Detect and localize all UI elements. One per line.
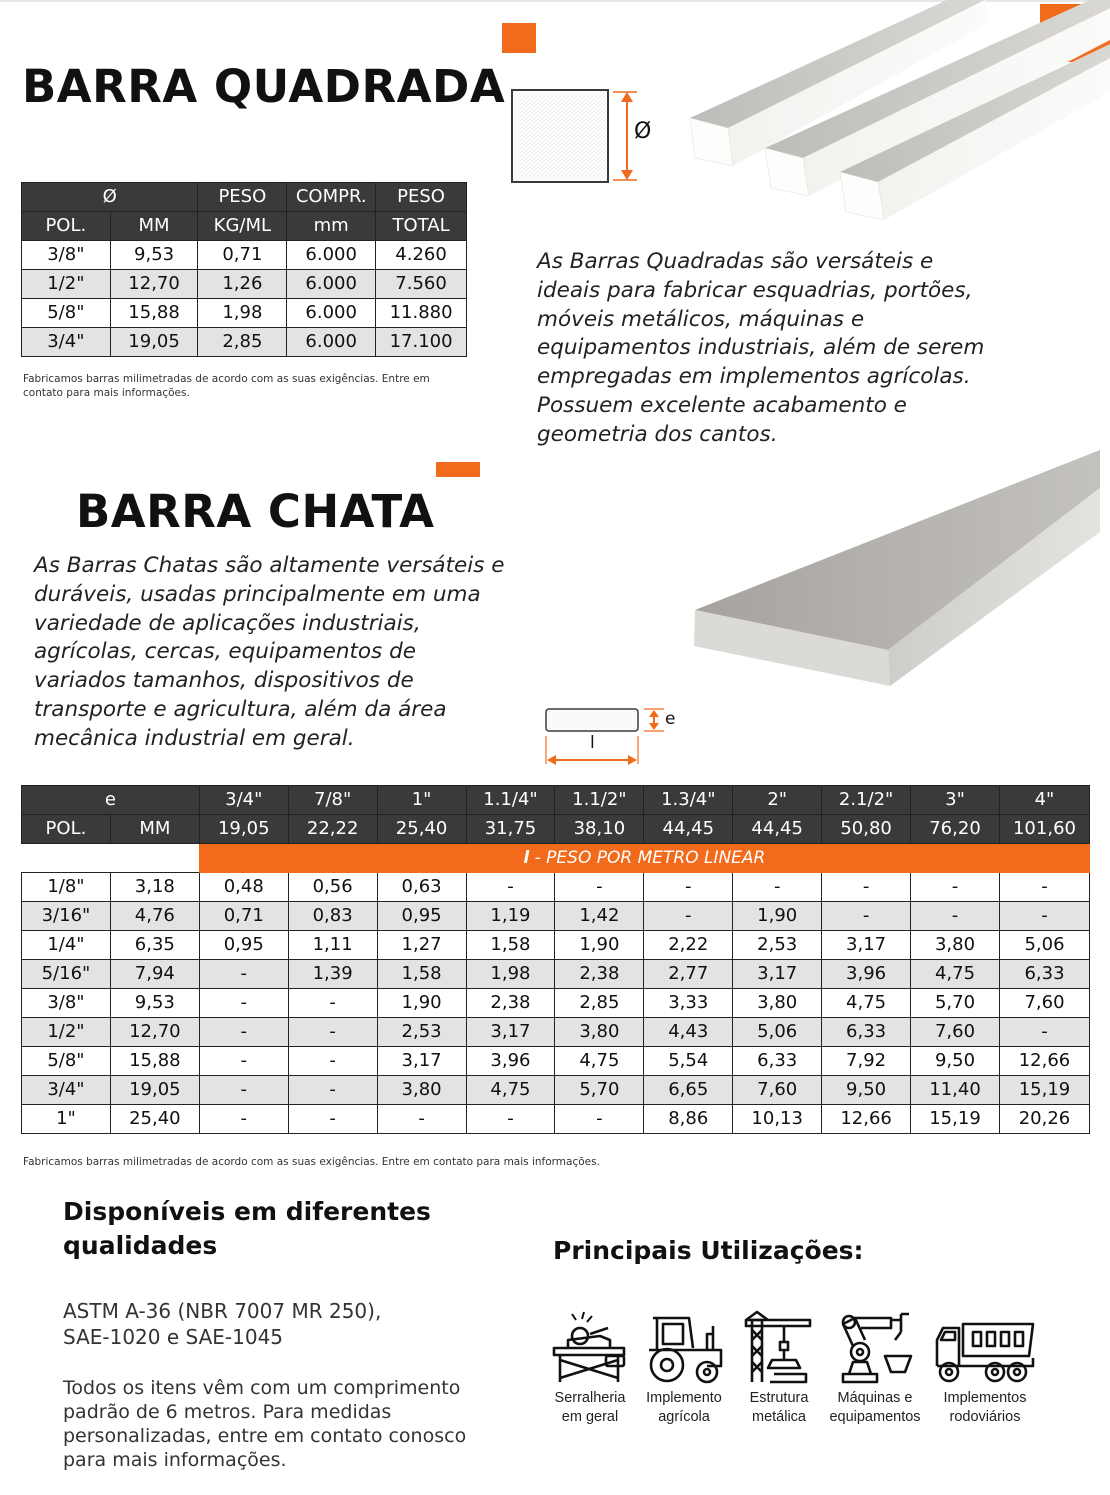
table-cell: 9,50 [822, 1076, 911, 1105]
accent-square [502, 23, 536, 53]
header-width-mm: 19,05 [199, 815, 288, 844]
flat-bar-table [21, 785, 1090, 1134]
tractor-icon [643, 1310, 725, 1385]
header-width-pol: 1" [377, 786, 466, 815]
table-cell: 4,75 [911, 960, 1000, 989]
table-cell: 0,95 [377, 902, 466, 931]
table-cell: 6,33 [733, 1047, 822, 1076]
flat-cross-section-diagram [540, 700, 670, 770]
description-line: móveis metálicos, máquinas e [537, 306, 865, 332]
qualities-title-line: Disponíveis em diferentes [63, 1197, 431, 1226]
table-cell: 2,85 [555, 989, 644, 1018]
header-width-pol: 7/8" [288, 786, 377, 815]
uses-title: Principais Utilizações: [553, 1236, 864, 1265]
header-width-mm: 44,45 [733, 815, 822, 844]
table-cell: 2,38 [555, 960, 644, 989]
table-cell: 1,27 [377, 931, 466, 960]
table-cell: 3,17 [822, 931, 911, 960]
table-cell: 2,53 [733, 931, 822, 960]
use-item [545, 1310, 635, 1427]
table-cell: - [288, 989, 377, 1018]
table-cell: - [999, 873, 1089, 902]
table-cell: 4,75 [466, 1076, 555, 1105]
table-cell: 6,35 [110, 931, 199, 960]
table-cell: 20,26 [999, 1105, 1089, 1134]
table-cell: 6.000 [287, 299, 376, 328]
table-cell: - [911, 902, 1000, 931]
table-cell: 5/8" [22, 299, 111, 328]
table-cell: 2,38 [466, 989, 555, 1018]
table-cell: 12,70 [110, 270, 198, 299]
table-cell: 15,88 [110, 299, 198, 328]
table-cell: 3/8" [22, 241, 111, 270]
description-line: geometria dos cantos. [537, 421, 778, 447]
table-cell: 5,54 [644, 1047, 733, 1076]
table-cell: - [199, 989, 288, 1018]
dump-truck-icon [933, 1310, 1037, 1385]
table-cell: 3,96 [822, 960, 911, 989]
table-cell: 3,18 [110, 873, 199, 902]
table-cell: 9,50 [911, 1047, 1000, 1076]
table-cell: 7,60 [733, 1076, 822, 1105]
table-cell: 15,88 [110, 1047, 199, 1076]
table-row [22, 1105, 1090, 1134]
table-cell: 5/16" [22, 960, 111, 989]
table-cell: 25,40 [110, 1105, 199, 1134]
table-cell: 1,19 [466, 902, 555, 931]
table-cell: - [199, 1105, 288, 1134]
saw-bench-icon [550, 1310, 630, 1385]
info-line: padrão de 6 metros. Para medidas [63, 1401, 392, 1423]
header-width-pol: 3/4" [199, 786, 288, 815]
table-row [22, 902, 1090, 931]
table-cell: - [199, 1018, 288, 1047]
table-cell: - [199, 1047, 288, 1076]
table-cell: 7.560 [376, 270, 467, 299]
table-cell: 3/8" [22, 989, 111, 1018]
square-table-note: Fabricamos barras milimetradas de acordo com as suas exigências. Entre em contato para mais informações. [23, 373, 430, 399]
use-item [734, 1310, 824, 1427]
table-row [22, 299, 467, 328]
header-width-mm: 25,40 [377, 815, 466, 844]
table-cell: 8,86 [644, 1105, 733, 1134]
header-length: COMPR. [287, 183, 376, 212]
table-cell: 1,58 [466, 931, 555, 960]
grades-line: SAE-1020 e SAE-1045 [63, 1325, 284, 1349]
table-cell: 6,33 [822, 1018, 911, 1047]
table-cell: - [377, 1105, 466, 1134]
weight-band-row [22, 844, 1090, 873]
table-row [22, 1076, 1090, 1105]
table-cell: - [555, 1105, 644, 1134]
table-cell: 1,90 [733, 902, 822, 931]
table-cell: 0,71 [199, 902, 288, 931]
table-cell: 1" [22, 1105, 111, 1134]
use-label: Implementos rodoviários [943, 1390, 1027, 1425]
table-cell: 1,39 [288, 960, 377, 989]
table-cell: 0,83 [288, 902, 377, 931]
table-cell: - [288, 1105, 377, 1134]
table-row [22, 1047, 1090, 1076]
use-item [826, 1310, 924, 1427]
table-cell: 12,66 [999, 1047, 1089, 1076]
table-row [22, 241, 467, 270]
table-row [22, 328, 467, 357]
table-cell: 2,77 [644, 960, 733, 989]
table-cell: 5/8" [22, 1047, 111, 1076]
table-cell: 2,22 [644, 931, 733, 960]
table-cell: - [999, 1018, 1089, 1047]
description-line: As Barras Chatas são altamente versáteis e [34, 553, 505, 578]
table-cell: 0,56 [288, 873, 377, 902]
table-cell: - [288, 1076, 377, 1105]
table-cell: - [199, 960, 288, 989]
use-label: Implemento agrícola [646, 1390, 722, 1425]
description-line: agrícolas, cercas, equipamentos de [34, 639, 416, 665]
table-cell: 1,26 [198, 270, 287, 299]
table-cell: - [822, 873, 911, 902]
table-cell: 1/8" [22, 873, 111, 902]
table-cell: 2,85 [198, 328, 287, 357]
table-row [22, 989, 1090, 1018]
header-width-mm: 22,22 [288, 815, 377, 844]
table-cell: - [733, 873, 822, 902]
table-cell: 3,17 [377, 1047, 466, 1076]
header-thickness: e [22, 786, 200, 815]
table-cell: - [288, 1018, 377, 1047]
info-line: para mais informações. [63, 1449, 287, 1471]
table-cell: 1,90 [377, 989, 466, 1018]
header-width-pol: 4" [999, 786, 1089, 815]
table-cell: 7,60 [999, 989, 1089, 1018]
info-line: Todos os itens vêm com um comprimento [63, 1377, 461, 1399]
flat-bar-title: BARRA CHATA [76, 485, 435, 538]
table-cell: - [999, 902, 1089, 931]
length-info [63, 1376, 493, 1472]
table-cell: 1/4" [22, 931, 111, 960]
header-weight: PESO [198, 183, 287, 212]
table-cell: 7,60 [911, 1018, 1000, 1047]
table-cell: - [466, 873, 555, 902]
table-cell: 10,13 [733, 1105, 822, 1134]
description-line: empregadas em implementos agrícolas. [537, 364, 971, 390]
crane-icon [744, 1310, 814, 1385]
table-cell: 12,66 [822, 1105, 911, 1134]
table-cell: 17.100 [376, 328, 467, 357]
header-width-pol: 1.1/4" [466, 786, 555, 815]
use-item [930, 1310, 1040, 1427]
header-width-mm: 76,20 [911, 815, 1000, 844]
description-line: As Barras Quadradas são versáteis e [537, 249, 934, 274]
table-cell: 11,40 [911, 1076, 1000, 1105]
header-width-mm: 38,10 [555, 815, 644, 844]
description-line: variedade de aplicações industriais, [34, 610, 421, 636]
description-line: equipamentos industriais, além de serem [537, 335, 985, 361]
header-length-mm: mm [287, 212, 376, 241]
weight-per-meter-band [199, 844, 1089, 873]
robot-arm-icon [835, 1310, 915, 1385]
header-width-mm: 101,60 [999, 815, 1089, 844]
table-cell: 4,75 [822, 989, 911, 1018]
header-width-pol: 2.1/2" [822, 786, 911, 815]
header-pol: POL. [22, 212, 111, 241]
table-cell: 3/4" [22, 1076, 111, 1105]
table-cell: - [911, 873, 1000, 902]
table-cell: 6,33 [999, 960, 1089, 989]
header-width-mm: 31,75 [466, 815, 555, 844]
table-cell: 1,90 [555, 931, 644, 960]
table-header-row [22, 815, 1090, 844]
use-label: Máquinas e equipamentos [829, 1390, 921, 1425]
table-cell: - [644, 902, 733, 931]
header-width-pol: 2" [733, 786, 822, 815]
use-label: Serralheria em geral [554, 1390, 626, 1425]
header-width-pol: 3" [911, 786, 1000, 815]
table-header-row [22, 786, 1090, 815]
header-width-pol: 1.1/2" [555, 786, 644, 815]
header-width-mm: 50,80 [822, 815, 911, 844]
thickness-label: e [665, 709, 676, 729]
table-cell: 1,11 [288, 931, 377, 960]
band-symbol: l [523, 848, 530, 868]
grades-line: ASTM A-36 (NBR 7007 MR 250), [63, 1299, 382, 1323]
table-cell: - [199, 1076, 288, 1105]
table-cell: 5,06 [733, 1018, 822, 1047]
table-row [22, 931, 1090, 960]
table-cell: 11.880 [376, 299, 467, 328]
table-cell: - [466, 1105, 555, 1134]
table-cell: 6,65 [644, 1076, 733, 1105]
table-cell: 12,70 [110, 1018, 199, 1047]
use-label: Estrutura metálica [749, 1390, 809, 1425]
table-cell: 1,42 [555, 902, 644, 931]
header-pol: POL. [22, 815, 111, 844]
table-cell: 5,70 [555, 1076, 644, 1105]
info-line: personalizadas, entre em contato conosco [63, 1425, 467, 1447]
table-cell: 6.000 [287, 241, 376, 270]
use-item [638, 1310, 730, 1427]
table-cell: 0,71 [198, 241, 287, 270]
table-cell: - [288, 1047, 377, 1076]
table-cell: 4.260 [376, 241, 467, 270]
quality-grades [63, 1298, 381, 1350]
table-cell: 4,76 [110, 902, 199, 931]
table-cell: 5,70 [911, 989, 1000, 1018]
table-header-row [22, 212, 467, 241]
header-width-pol: 1.3/4" [644, 786, 733, 815]
square-bar-description [537, 248, 1007, 450]
table-cell: 3,80 [555, 1018, 644, 1047]
table-cell: 1,58 [377, 960, 466, 989]
table-cell: 1,98 [198, 299, 287, 328]
table-cell: 3,96 [466, 1047, 555, 1076]
flat-bar-description [34, 552, 514, 754]
band-text: - PESO POR METRO LINEAR [529, 848, 766, 868]
flat-bar-illustration [690, 448, 1110, 690]
table-cell: - [822, 902, 911, 931]
description-line: variados tamanhos, dispositivos de [34, 668, 414, 694]
header-mm: MM [110, 212, 198, 241]
description-line: duráveis, usadas principalmente em uma [34, 581, 481, 607]
table-cell: 2,53 [377, 1018, 466, 1047]
table-cell: 7,94 [110, 960, 199, 989]
table-cell: 6.000 [287, 270, 376, 299]
table-cell: 4,43 [644, 1018, 733, 1047]
table-cell: 0,95 [199, 931, 288, 960]
accent-bar [436, 462, 480, 477]
header-total-weight: PESO [376, 183, 467, 212]
header-total: TOTAL [376, 212, 467, 241]
table-cell: - [644, 873, 733, 902]
table-cell: 3,80 [911, 931, 1000, 960]
table-cell: 9,53 [110, 241, 198, 270]
description-line: ideais para fabricar esquadrias, portões, [537, 277, 973, 303]
table-cell: 0,63 [377, 873, 466, 902]
table-cell: 15,19 [911, 1105, 1000, 1134]
table-cell: 1/2" [22, 270, 111, 299]
diameter-symbol: Ø [634, 119, 652, 144]
table-cell: 1,98 [466, 960, 555, 989]
table-cell: 1/2" [22, 1018, 111, 1047]
table-row [22, 1018, 1090, 1047]
square-bar-table [21, 182, 467, 357]
table-cell: 3,33 [644, 989, 733, 1018]
table-cell: 15,19 [999, 1076, 1089, 1105]
table-cell: 9,53 [110, 989, 199, 1018]
table-cell: 19,05 [110, 1076, 199, 1105]
table-cell: 3,80 [733, 989, 822, 1018]
table-row [22, 873, 1090, 902]
table-row [22, 960, 1090, 989]
table-row [22, 270, 467, 299]
table-cell: 0,48 [199, 873, 288, 902]
description-line: transporte e agricultura, além da área [34, 696, 447, 722]
table-cell: 3,80 [377, 1076, 466, 1105]
qualities-title-line: qualidades [63, 1231, 218, 1260]
qualities-title [63, 1195, 431, 1263]
flat-table-note: Fabricamos barras milimetradas de acordo com as suas exigências. Entre em contato para mais informações. [23, 1156, 600, 1168]
width-label: l [590, 733, 595, 753]
table-cell: 19,05 [110, 328, 198, 357]
table-cell: 7,92 [822, 1047, 911, 1076]
table-cell: 5,06 [999, 931, 1089, 960]
description-line: Possuem excelente acabamento e [537, 392, 907, 418]
table-cell: 4,75 [555, 1047, 644, 1076]
header-diameter: Ø [22, 183, 198, 212]
description-line: mecânica industrial em geral. [34, 725, 355, 751]
table-cell: 6.000 [287, 328, 376, 357]
table-cell: 3/16" [22, 902, 111, 931]
square-bar-title: BARRA QUADRADA [22, 60, 506, 113]
table-header-row [22, 183, 467, 212]
table-cell: 3/4" [22, 328, 111, 357]
header-mm: MM [110, 815, 199, 844]
header-width-mm: 44,45 [644, 815, 733, 844]
table-cell: 3,17 [466, 1018, 555, 1047]
table-cell: - [555, 873, 644, 902]
table-cell: 3,17 [733, 960, 822, 989]
square-bars-illustration [685, 0, 1110, 225]
header-kgml: KG/ML [198, 212, 287, 241]
